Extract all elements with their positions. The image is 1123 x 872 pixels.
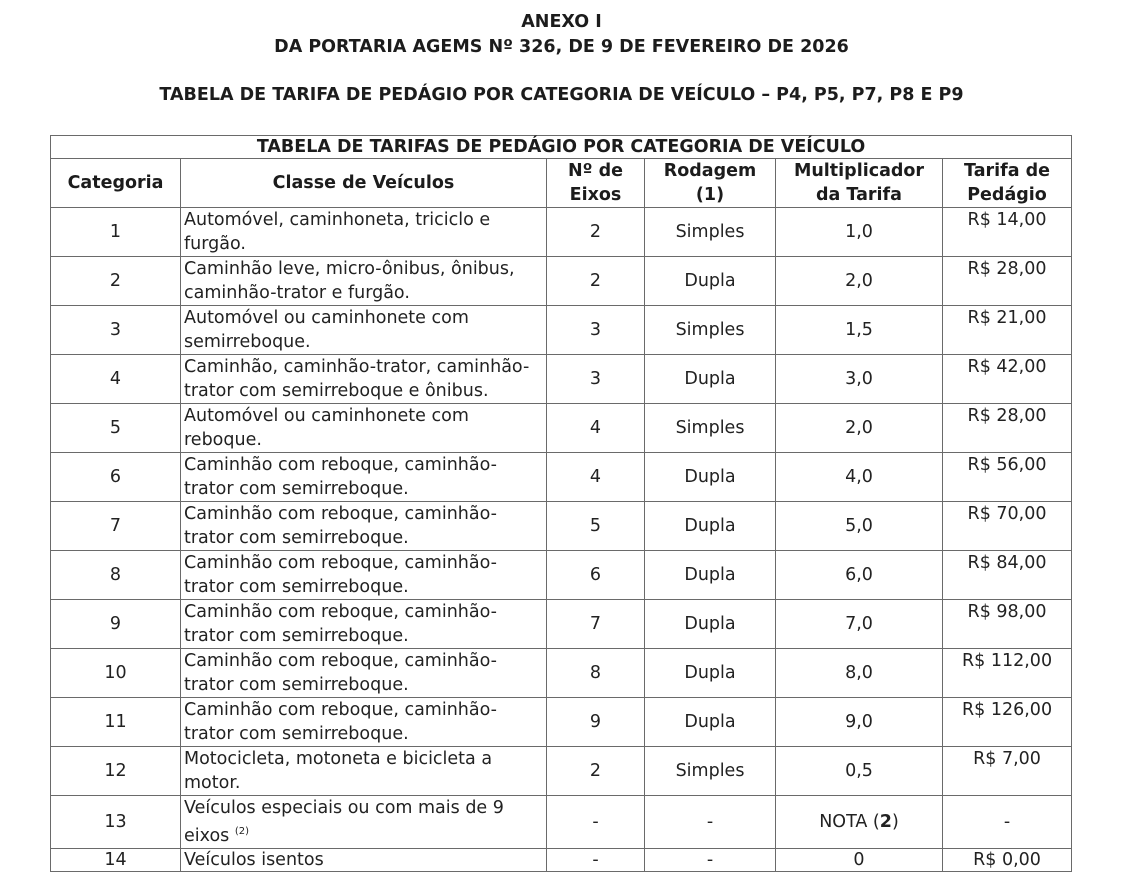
classe-text: Veículos isentos — [184, 850, 324, 870]
table-row — [51, 600, 1072, 649]
cell-categoria: 5 — [51, 404, 181, 453]
cell-classe — [181, 257, 547, 306]
cell-rodagem: Dupla — [645, 502, 776, 551]
cell-rodagem: Simples — [645, 208, 776, 257]
classe-text: Caminhão, caminhão-trator, caminhão-trator com semirreboque e ônibus. — [184, 357, 530, 401]
classe-text: Caminhão com reboque, caminhão-trator com semirreboque. — [184, 504, 497, 548]
nota-prefix: NOTA ( — [819, 812, 880, 832]
cell-tarifa: R$ 14,00 — [943, 208, 1072, 257]
cell-eixos: 3 — [547, 306, 645, 355]
table-row — [51, 649, 1072, 698]
cell-categoria: 8 — [51, 551, 181, 600]
cell-classe — [181, 796, 547, 849]
cell-classe — [181, 747, 547, 796]
cell-rodagem: Simples — [645, 404, 776, 453]
cell-tarifa: R$ 28,00 — [943, 404, 1072, 453]
classe-text: Caminhão leve, micro-ônibus, ônibus, caminhão-trator e furgão. — [184, 259, 515, 303]
cell-eixos: 2 — [547, 208, 645, 257]
cell-tarifa: R$ 98,00 — [943, 600, 1072, 649]
toll-tariff-table — [50, 135, 1072, 872]
cell-multiplicador: 3,0 — [776, 355, 943, 404]
ordinance-title: DA PORTARIA AGEMS Nº 326, DE 9 DE FEVEREIRO DE 2026 — [274, 37, 849, 57]
cell-eixos: 2 — [547, 747, 645, 796]
table-row — [51, 257, 1072, 306]
table-row — [51, 747, 1072, 796]
classe-text: Automóvel ou caminhonete com semirreboque. — [184, 308, 469, 352]
cell-multiplicador: 4,0 — [776, 453, 943, 502]
cell-classe — [181, 208, 547, 257]
column-header-rodagem: Rodagem (1) — [645, 159, 776, 208]
cell-tarifa: R$ 84,00 — [943, 551, 1072, 600]
cell-rodagem: Simples — [645, 747, 776, 796]
table-row — [51, 306, 1072, 355]
column-header-classe: Classe de Veículos — [181, 159, 547, 208]
column-header-eixos: Nº de Eixos — [547, 159, 645, 208]
table-row — [51, 551, 1072, 600]
cell-eixos: 9 — [547, 698, 645, 747]
classe-text: Motocicleta, motoneta e bicicleta a motor. — [184, 749, 493, 793]
table-row — [51, 208, 1072, 257]
cell-eixos: 8 — [547, 649, 645, 698]
cell-multiplicador: 5,0 — [776, 502, 943, 551]
annex-title: ANEXO I — [521, 12, 602, 32]
cell-rodagem: Simples — [645, 306, 776, 355]
cell-rodagem: Dupla — [645, 257, 776, 306]
classe-text: Caminhão com reboque, caminhão-trator com semirreboque. — [184, 455, 497, 499]
cell-eixos: 4 — [547, 453, 645, 502]
table-row — [51, 453, 1072, 502]
table-caption: TABELA DE TARIFAS DE PEDÁGIO POR CATEGORIA DE VEÍCULO — [51, 136, 1072, 159]
classe-text: Veículos especiais ou com mais de 9 eixos — [184, 798, 504, 846]
cell-classe — [181, 306, 547, 355]
cell-tarifa: R$ 70,00 — [943, 502, 1072, 551]
cell-categoria: 9 — [51, 600, 181, 649]
table-row — [51, 849, 1072, 872]
cell-rodagem: Dupla — [645, 453, 776, 502]
cell-categoria: 2 — [51, 257, 181, 306]
cell-classe — [181, 453, 547, 502]
cell-rodagem: Dupla — [645, 355, 776, 404]
table-row — [51, 698, 1072, 747]
column-header-tarifa: Tarifa de Pedágio — [943, 159, 1072, 208]
cell-categoria: 10 — [51, 649, 181, 698]
table-row — [51, 404, 1072, 453]
cell-tarifa: R$ 28,00 — [943, 257, 1072, 306]
cell-classe — [181, 355, 547, 404]
cell-tarifa: - — [943, 796, 1072, 849]
cell-categoria: 6 — [51, 453, 181, 502]
column-header-multiplicador: Multiplicador da Tarifa — [776, 159, 943, 208]
cell-tarifa: R$ 112,00 — [943, 649, 1072, 698]
cell-eixos: - — [547, 796, 645, 849]
cell-categoria: 11 — [51, 698, 181, 747]
cell-categoria: 14 — [51, 849, 181, 872]
classe-text: Caminhão com reboque, caminhão-trator com semirreboque. — [184, 651, 497, 695]
cell-eixos: 6 — [547, 551, 645, 600]
cell-categoria: 12 — [51, 747, 181, 796]
classe-text: Automóvel, caminhoneta, triciclo e furgão. — [184, 210, 491, 254]
column-header-row — [51, 159, 1072, 208]
cell-multiplicador: 2,0 — [776, 404, 943, 453]
cell-eixos: 3 — [547, 355, 645, 404]
cell-multiplicador: 1,5 — [776, 306, 943, 355]
cell-classe — [181, 502, 547, 551]
nota-suffix: ) — [891, 812, 899, 832]
cell-multiplicador: 8,0 — [776, 649, 943, 698]
cell-rodagem: Dupla — [645, 649, 776, 698]
cell-multiplicador: 0 — [776, 849, 943, 872]
cell-multiplicador: 6,0 — [776, 551, 943, 600]
cell-categoria: 4 — [51, 355, 181, 404]
cell-tarifa: R$ 0,00 — [943, 849, 1072, 872]
cell-multiplicador: 1,0 — [776, 208, 943, 257]
cell-eixos: 4 — [547, 404, 645, 453]
footnote-ref: (2) — [234, 826, 250, 837]
nota-number: 2 — [879, 812, 892, 832]
cell-eixos: 7 — [547, 600, 645, 649]
cell-classe — [181, 404, 547, 453]
cell-eixos: 2 — [547, 257, 645, 306]
classe-text: Caminhão com reboque, caminhão-trator com semirreboque. — [184, 602, 497, 646]
cell-classe — [181, 698, 547, 747]
classe-text: Caminhão com reboque, caminhão-trator com semirreboque. — [184, 553, 497, 597]
cell-tarifa: R$ 7,00 — [943, 747, 1072, 796]
cell-rodagem: Dupla — [645, 551, 776, 600]
cell-categoria: 1 — [51, 208, 181, 257]
table-row — [51, 796, 1072, 849]
cell-rodagem: Dupla — [645, 698, 776, 747]
cell-multiplicador: 2,0 — [776, 257, 943, 306]
table-subtitle: TABELA DE TARIFA DE PEDÁGIO POR CATEGORIA DE VEÍCULO – P4, P5, P7, P8 E P9 — [159, 85, 964, 105]
cell-multiplicador — [776, 796, 943, 849]
cell-categoria: 3 — [51, 306, 181, 355]
cell-rodagem: Dupla — [645, 600, 776, 649]
cell-rodagem: - — [645, 849, 776, 872]
cell-tarifa: R$ 21,00 — [943, 306, 1072, 355]
cell-categoria: 13 — [51, 796, 181, 849]
cell-multiplicador: 7,0 — [776, 600, 943, 649]
cell-classe — [181, 849, 547, 872]
cell-classe — [181, 551, 547, 600]
classe-text: Caminhão com reboque, caminhão-trator com semirreboque. — [184, 700, 497, 744]
cell-eixos: - — [547, 849, 645, 872]
cell-classe — [181, 649, 547, 698]
cell-multiplicador: 0,5 — [776, 747, 943, 796]
cell-tarifa: R$ 126,00 — [943, 698, 1072, 747]
table-row — [51, 355, 1072, 404]
table-row — [51, 502, 1072, 551]
cell-tarifa: R$ 42,00 — [943, 355, 1072, 404]
column-header-categoria: Categoria — [51, 159, 181, 208]
cell-multiplicador: 9,0 — [776, 698, 943, 747]
cell-rodagem: - — [645, 796, 776, 849]
cell-tarifa: R$ 56,00 — [943, 453, 1072, 502]
cell-categoria: 7 — [51, 502, 181, 551]
classe-text: Automóvel ou caminhonete com reboque. — [184, 406, 469, 450]
cell-eixos: 5 — [547, 502, 645, 551]
cell-classe — [181, 600, 547, 649]
